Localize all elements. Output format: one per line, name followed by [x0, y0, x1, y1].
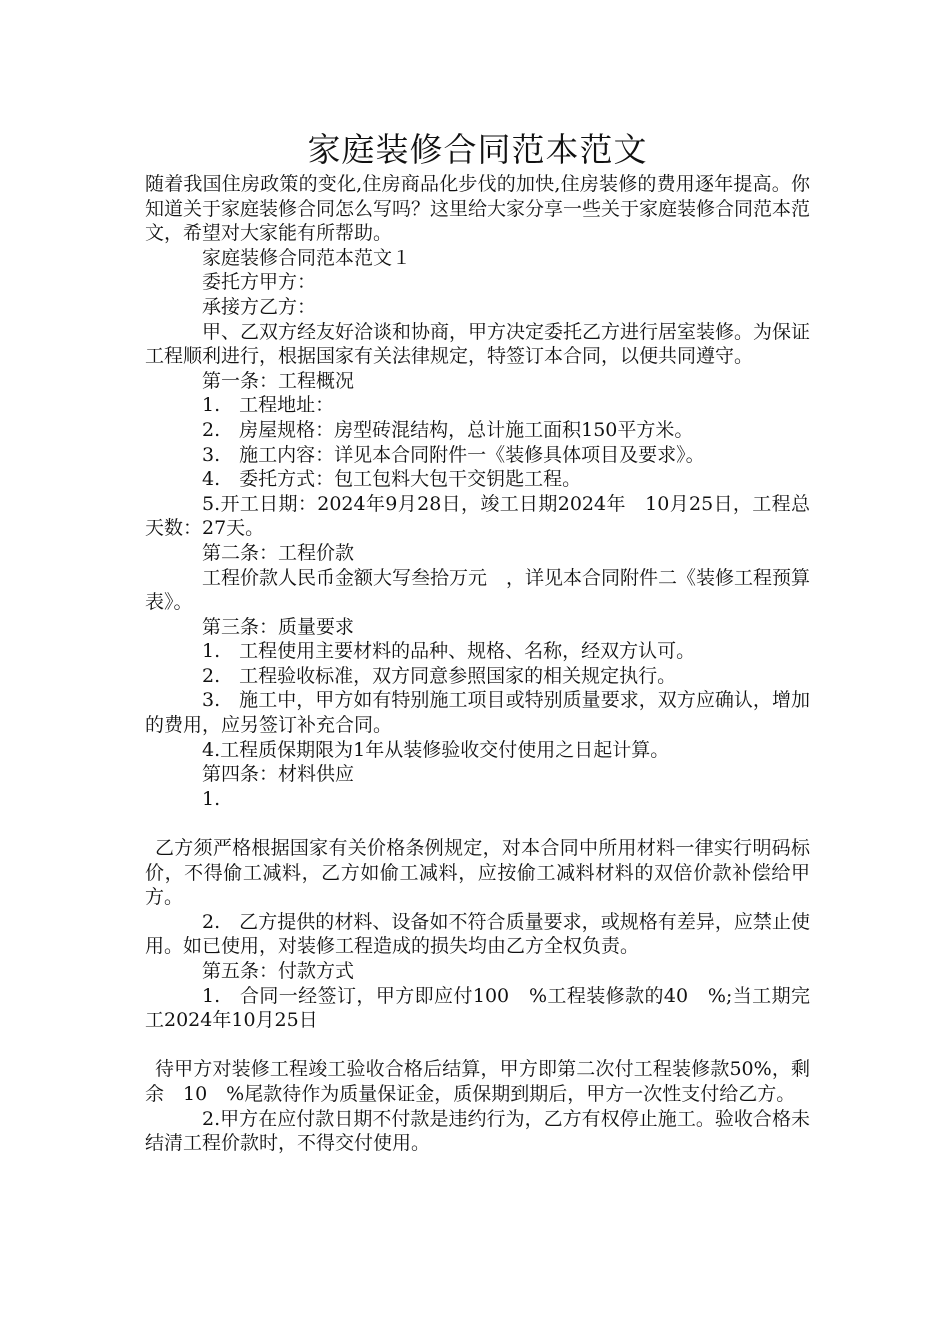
blank-line [145, 1033, 810, 1058]
paragraph: 第二条：工程价款 [202, 541, 355, 564]
paragraph: 乙方须严格根据国家有关价格条例规定，对本合同中所用材料一律实行明码标价，不得偷工减料，乙方如偷工减料，应按偷工减料材料的双倍价款补偿给甲方。 [145, 837, 810, 909]
paragraph: 第一条：工程概况 [202, 369, 355, 392]
paragraph: 3. 施工中，甲方如有特别施工项目或特别质量要求，双方应确认，增加的费用，应另签订补充合同。 [145, 689, 810, 737]
paragraph: 1. 工程地址： [202, 394, 335, 417]
paragraph: 随着我国住房政策的变化,住房商品化步伐的加快,住房装修的费用逐年提高。你知道关于家庭装修合同怎么写吗？这里给大家分享一些关于家庭装修合同范本范文，希望对大家能有所帮助。 [145, 173, 811, 245]
paragraph: 第五条：付款方式 [202, 960, 355, 982]
paragraph: 1. 工程使用主要材料的品种、规格、名称，经双方认可。 [202, 640, 696, 663]
paragraph: 工程价款人民币金额大写叁拾万元 ，详见本合同附件二《装修工程预算表》。 [145, 566, 811, 614]
blank-line [145, 811, 810, 836]
paragraph: 1. [202, 787, 221, 810]
paragraph: 3. 施工内容：详见本合同附件一《装修具体项目及要求》。 [202, 443, 705, 466]
paragraph: 1. 合同一经签订，甲方即应付100 %工程装修款的40 %;当工期完工2024年10月25日 [145, 984, 810, 1032]
paragraph: 2.甲方在应付款日期不付款是违约行为，乙方有权停止施工。验收合格未结清工程价款时，不得交付使用。 [145, 1107, 810, 1155]
paragraph: 2. 工程验收标准，双方同意参照国家的相关规定执行。 [202, 664, 677, 687]
document-title: 家庭装修合同范本范文 [307, 130, 648, 169]
paragraph: 2. 乙方提供的材料、设备如不符合质量要求，或规格有差异，应禁止使用。如已使用，对装修工程造成的损失均由乙方全权负责。 [145, 910, 810, 958]
paragraph: 委托方甲方： [202, 271, 317, 294]
paragraph: 2. 房屋规格：房型砖混结构，总计施工面积150平方米。 [202, 418, 694, 441]
paragraph: 第三条：质量要求 [202, 615, 355, 638]
paragraph: 承接方乙方： [202, 295, 317, 318]
paragraph: 待甲方对装修工程竣工验收合格后结算，甲方即第二次付工程装修款50%，剩余 10 %尾款待作为质量保证金，质保期到期后，甲方一次性支付给乙方。 [145, 1058, 810, 1105]
document-body [145, 172, 810, 1156]
paragraph: 4.工程质保期限为1年从装修验收交付使用之日起计算。 [202, 738, 670, 761]
paragraph: 家庭装修合同范本范文１ [202, 246, 412, 269]
paragraph: 第四条：材料供应 [202, 763, 355, 786]
paragraph: 4. 委托方式：包工包料大包干交钥匙工程。 [202, 468, 582, 491]
paragraph: 5.开工日期：2024年9月28日，竣工日期2024年 10月25日，工程总天数：27天。 [145, 492, 810, 540]
paragraph: 甲、乙双方经友好洽谈和协商，甲方决定委托乙方进行居室装修。为保证工程顺利进行，根据国家有关法律规定，特签订本合同，以便共同遵守。 [145, 320, 811, 368]
